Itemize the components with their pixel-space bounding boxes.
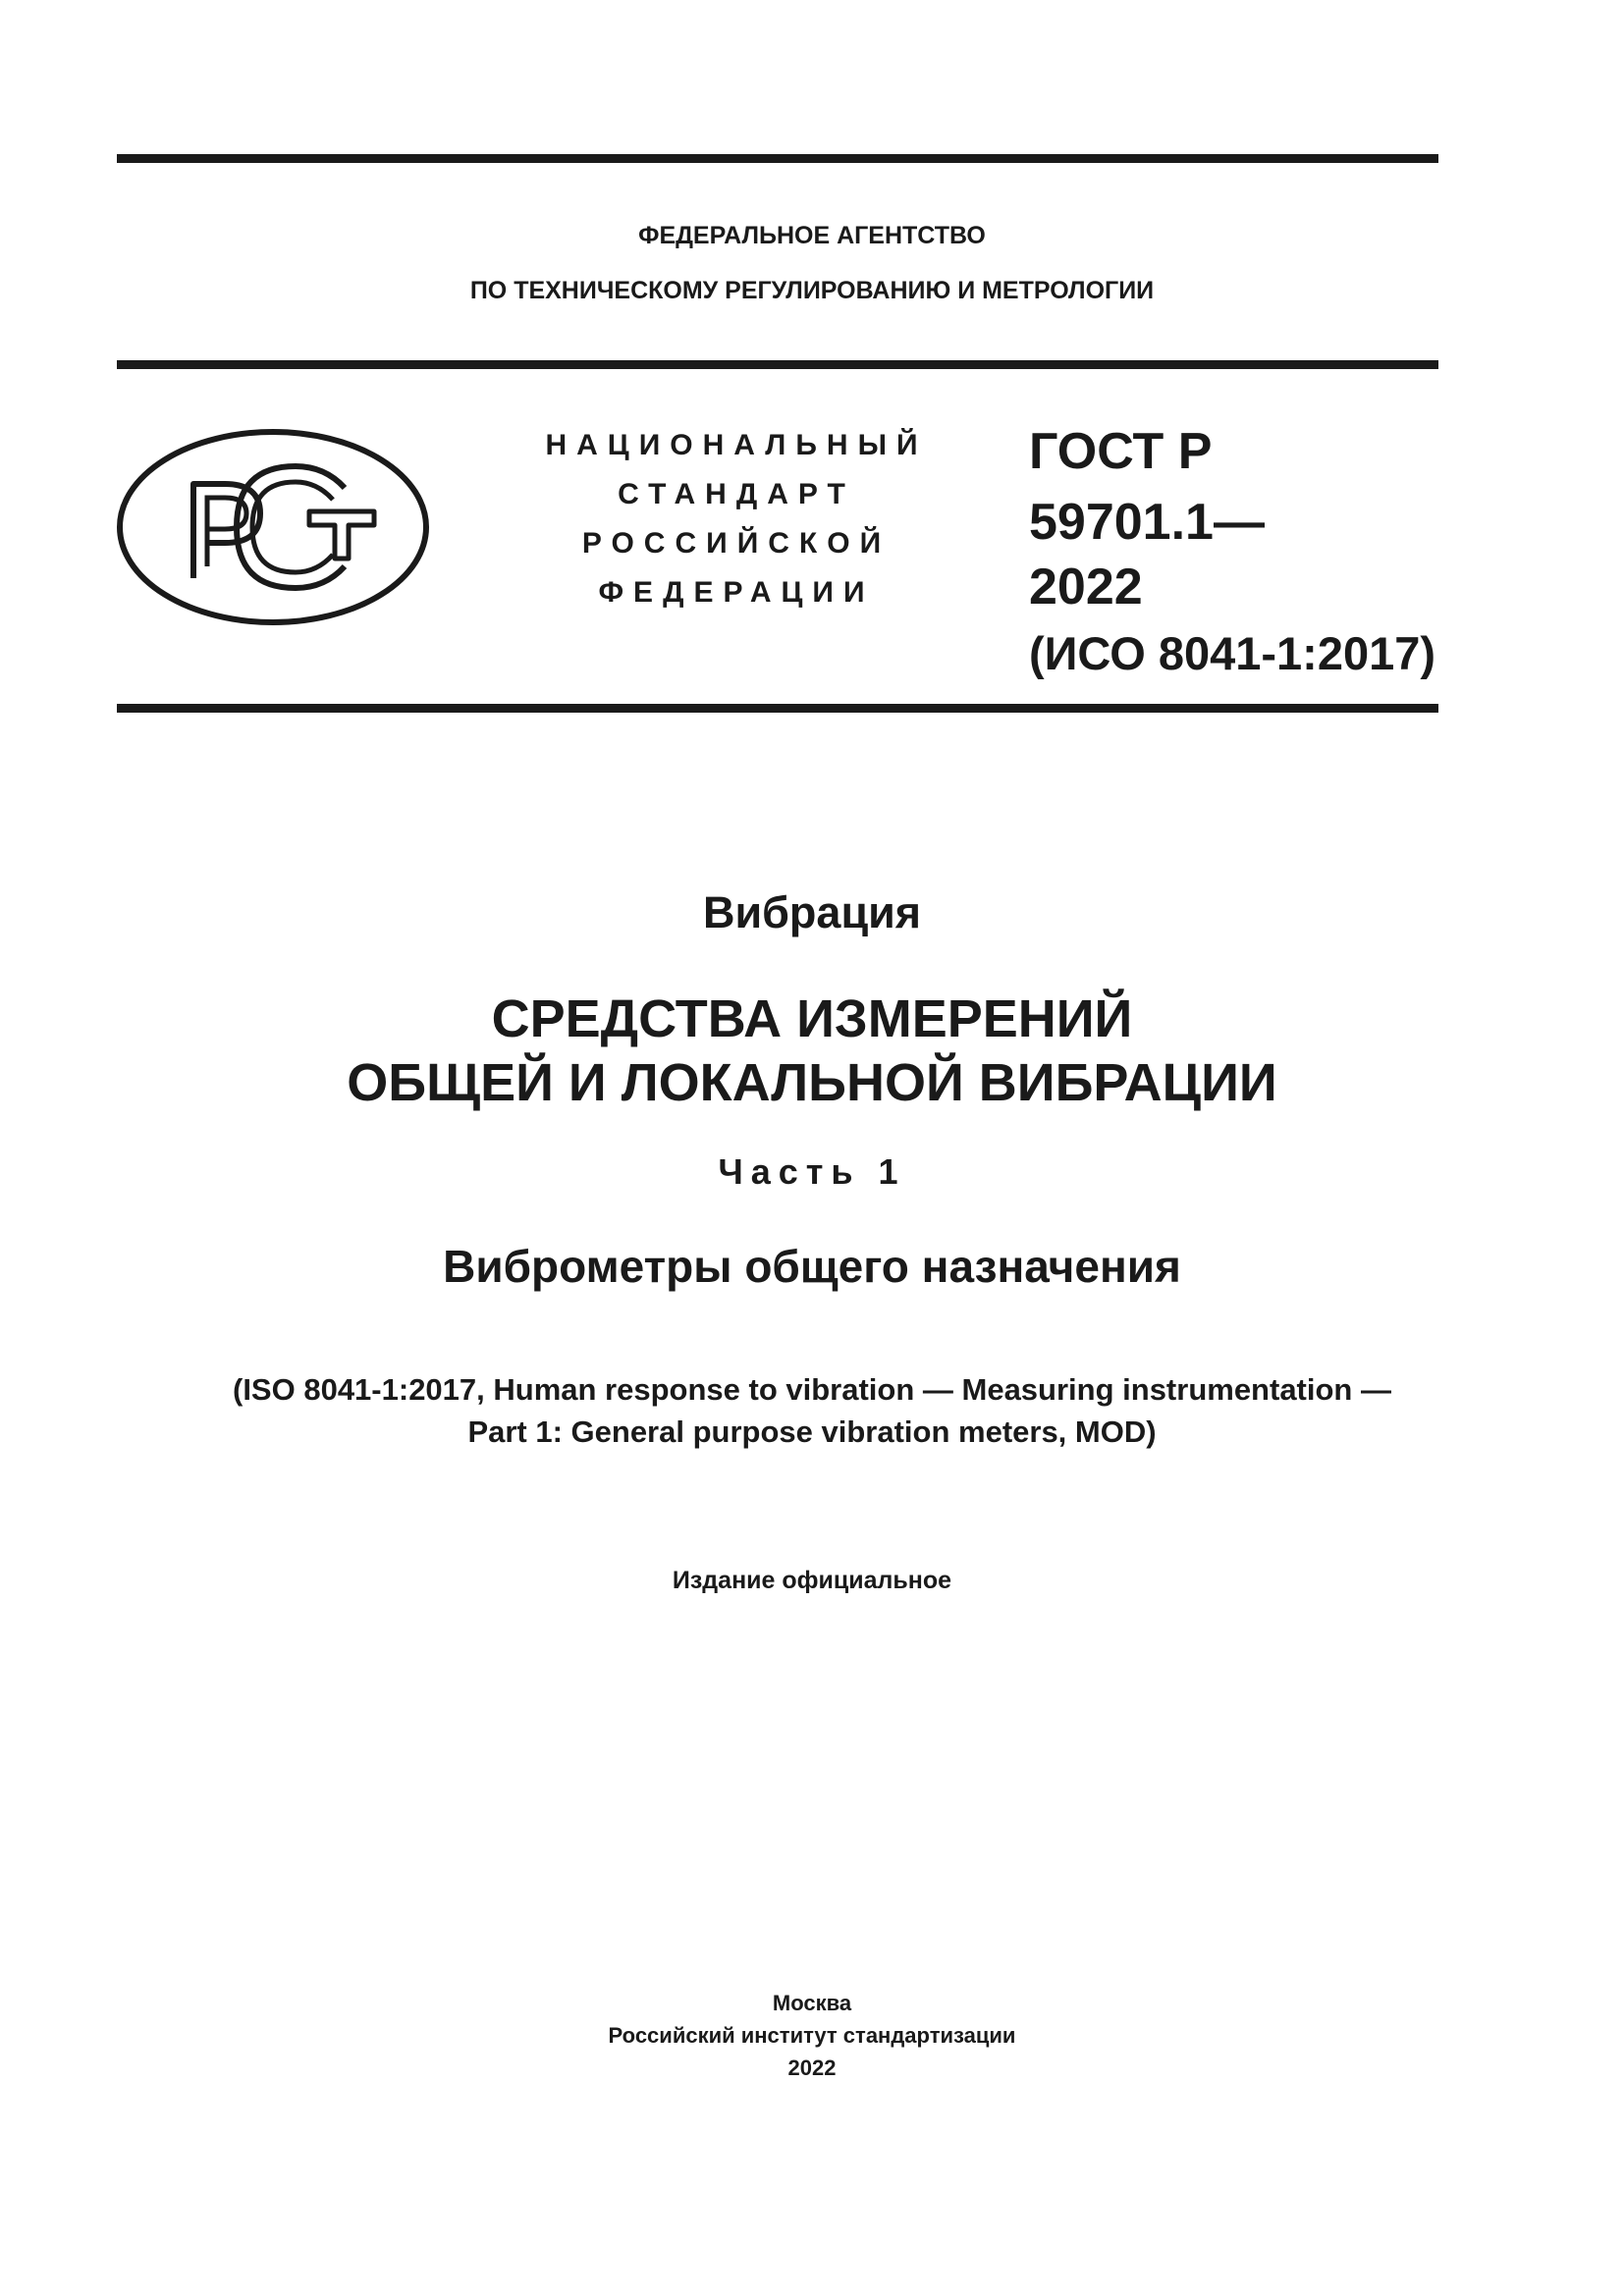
document-subject: Вибрация [702, 887, 922, 937]
edition-note: Издание официальное [672, 1567, 952, 1594]
designation-line-3: 2022 [1029, 559, 1143, 615]
designation-line-2: 59701.1— [1029, 494, 1265, 551]
agency-line-2: ПО ТЕХНИЧЕСКОМУ РЕГУЛИРОВАНИЮ И МЕТРОЛОГИИ [469, 277, 1155, 304]
national-standard-line-1: НАЦИОНАЛЬНЫЙ [545, 429, 928, 461]
national-standard-line-2: СТАНДАРТ [618, 478, 855, 510]
designation-rule [117, 704, 1438, 713]
rst-logo [117, 429, 429, 630]
document-title-line-2: ОБЩЕЙ И ЛОКАЛЬНОЙ ВИБРАЦИИ [347, 1053, 1277, 1112]
top-rule [117, 154, 1438, 163]
imprint-publisher: Российский институт стандартизации [608, 2023, 1016, 2048]
designation-line-4: (ИСО 8041-1:2017) [1029, 627, 1436, 679]
agency-line-1: ФЕДЕРАЛЬНОЕ АГЕНТСТВО [638, 222, 986, 249]
document-part: Часть 1 [718, 1151, 906, 1192]
iso-reference-line-1: (ISO 8041-1:2017, Human response to vibration — Measuring instrumentation — [233, 1372, 1391, 1407]
document-subtitle: Виброметры общего назначения [443, 1241, 1181, 1292]
national-standard-line-3: РОССИЙСКОЙ [581, 527, 892, 560]
document-title-line-1: СРЕДСТВА ИЗМЕРЕНИЙ [491, 989, 1133, 1048]
header-rule [117, 360, 1438, 369]
imprint-city: Москва [772, 1991, 852, 2015]
designation-line-1: ГОСТ Р [1029, 423, 1213, 480]
imprint-year: 2022 [787, 2056, 837, 2080]
rst-certification-mark-icon [117, 429, 429, 625]
iso-reference-line-2: Part 1: General purpose vibration meters, MOD) [467, 1415, 1157, 1449]
national-standard-line-4: ФЕДЕРАЦИИ [598, 576, 875, 609]
